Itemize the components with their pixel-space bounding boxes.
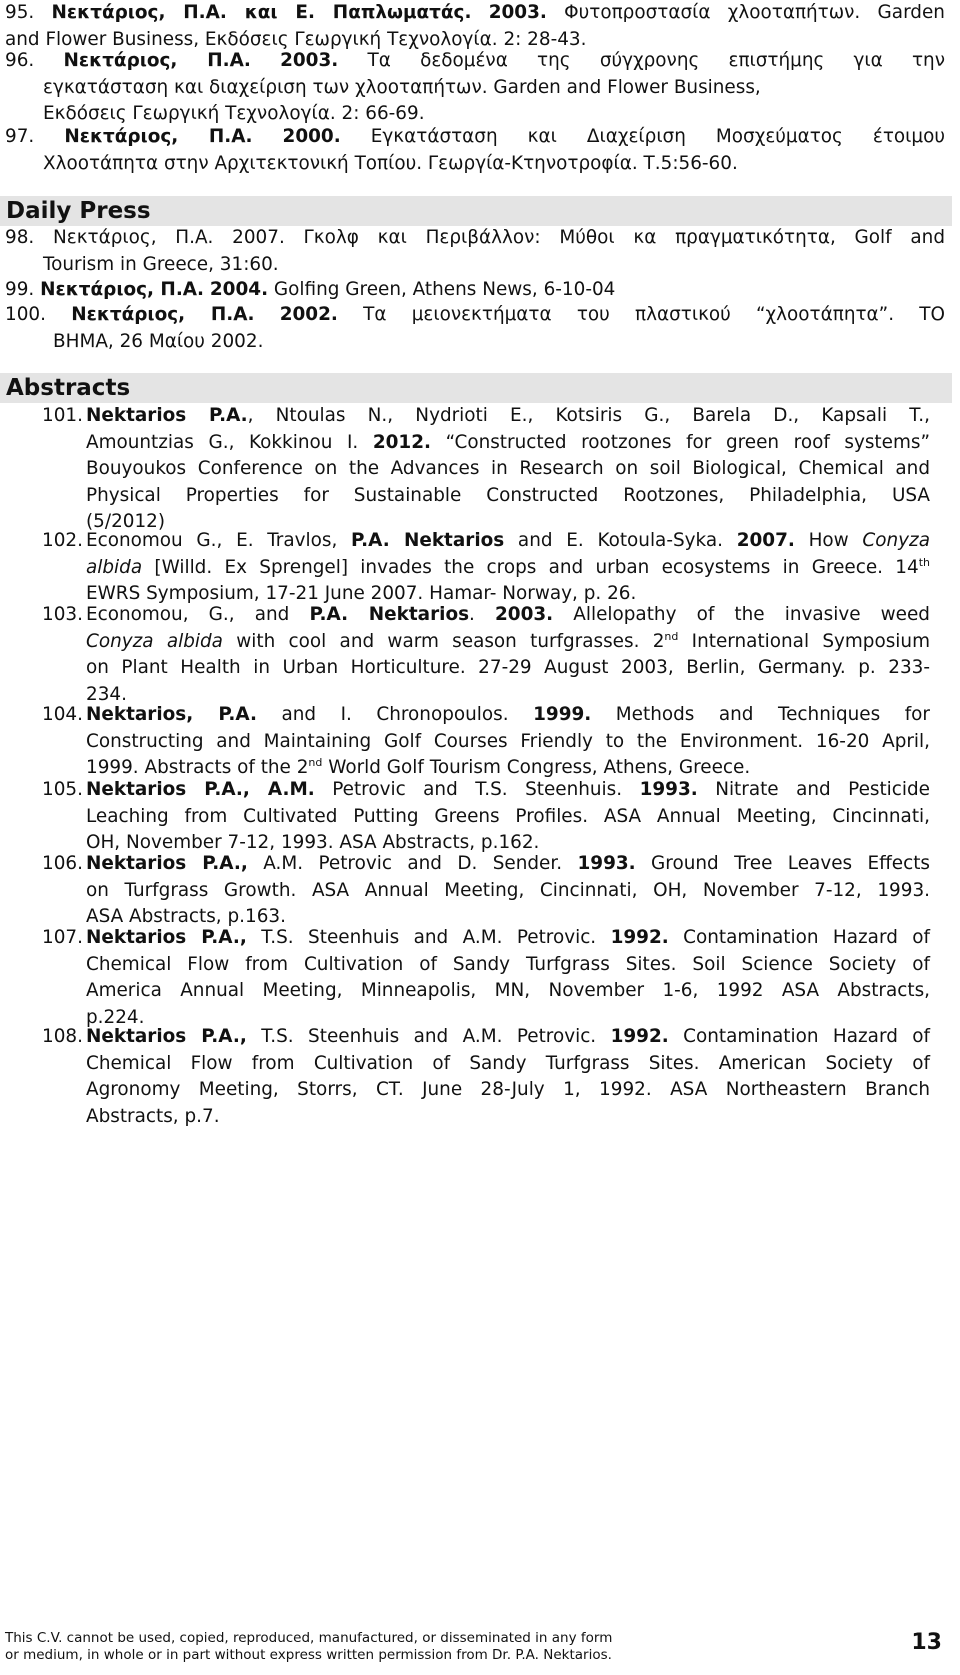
entry-number: 99. (5, 279, 35, 300)
entry-number: 105. (42, 779, 83, 800)
entry-year: 2003. (488, 2, 547, 23)
entry-title: Golfing Green, Athens News, 6-10-04 (273, 279, 616, 300)
entry-line: Abstracts, p.7. (86, 1105, 220, 1127)
entry-title: Contamination Hazard of (668, 927, 930, 948)
entry-year: 2002. (279, 304, 338, 325)
entry-line: Χλοοτάπητα στην Αρχιτεκτονική Τοπίου. Γεωργία-Κτηνοτροφία. Τ.5:56-60. (43, 152, 738, 174)
section-heading-daily-press: Daily Press (0, 196, 952, 226)
entry-99 (5, 277, 945, 304)
entry-number: 108. (42, 1026, 83, 1047)
entry-line (5, 302, 945, 329)
entry-line: Leaching from Cultivated Putting Greens Profiles. ASA Annual Meeting, Cincinnati, (86, 805, 930, 827)
entry-year: 1992. (610, 927, 669, 948)
entry-line: on Turfgrass Growth. ASA Annual Meeting, Cincinnati, OH, November 7-12, 1993. (86, 879, 930, 901)
entry-coauthors: Economou G., E. Travlos, (86, 530, 352, 551)
entry-line: 234. (86, 683, 127, 705)
entry-number: 98. (5, 227, 35, 248)
entry-coauthors: T.S. Steenhuis and A.M. Petrovic. (246, 927, 611, 948)
entry-line: Agronomy Meeting, Storrs, CT. June 28-July 1, 1992. ASA Northeastern Branch (86, 1079, 930, 1100)
entry-authors: Νεκτάριος, Π.Α. και Ε. Παπλωματάς. (51, 2, 472, 23)
entry-year: 2003. (495, 604, 554, 625)
entry-line (86, 777, 930, 804)
entry-text: Νεκτάριος, Π.Α. 2007. Γκολφ και Περιβάλλον: Μύθοι κα πραγματικότητα, Golf and (53, 227, 945, 248)
entry-year: 1993. (639, 779, 698, 800)
entry-102 (42, 528, 930, 608)
entry-coauthors: Petrovic and T.S. Steenhuis. (314, 779, 640, 800)
entry-106 (42, 851, 930, 931)
entry-line (86, 555, 930, 582)
entry-line: Tourism in Greece, 31:60. (43, 253, 279, 275)
entry-98 (5, 225, 945, 278)
entry-line: OH, November 7-12, 1993. ASA Abstracts, p.162. (86, 832, 540, 853)
entry-title: How (794, 530, 863, 551)
entry-title: Nitrate and Pesticide (697, 779, 930, 800)
copyright-footer (5, 1630, 612, 1664)
entry-line (86, 629, 930, 656)
entry-title: Φυτοπροστασία χλοοταπήτων. Garden (564, 2, 945, 23)
entry-line: Chemical Flow from Cultivation of Sandy Turfgrass Sites. Soil Science Society of (86, 953, 930, 975)
entry-line: Physical Properties for Sustainable Constructed Rootzones, Philadelphia, USA (86, 484, 930, 506)
entry-year: 2003. (280, 50, 339, 71)
entry-line: EWRS Symposium, 17-21 June 2007. Hamar- Norway, p. 26. (86, 583, 637, 604)
entry-title: Allelopathy of the invasive weed (553, 604, 930, 625)
entry-authors: Nektarios P.A., (86, 1026, 247, 1047)
species-name: albida (86, 556, 143, 578)
entry-100 (5, 302, 945, 355)
entry-105 (42, 777, 930, 857)
species-name: Conyza (862, 530, 930, 551)
entry-title: Τα δεδομένα της σύγχρονης επιστήμης για την (367, 50, 945, 71)
entry-line: εγκατάσταση και διαχείριση των χλοοταπήτων. Garden and Flower Business, (43, 76, 761, 98)
entry-line: Εκδόσεις Γεωργική Τεχνολογία. 2: 66-69. (43, 103, 425, 124)
entry-title: [Willd. Ex Sprengel] invades the crops and urban ecosystems in Greece. 14 (142, 556, 919, 578)
entry-104 (42, 702, 930, 782)
entry-line (5, 225, 945, 252)
entry-authors: Νεκτάριος, Π.Α. (63, 50, 251, 71)
superscript: nd (308, 755, 323, 769)
entry-coauthors: and E. Kotoula-Syka. (504, 530, 737, 551)
entry-96 (5, 48, 945, 128)
entry-coauthors: . (469, 604, 495, 625)
entry-title: Methods and Techniques for (591, 704, 930, 725)
entry-title: Τα μειονεκτήματα του πλαστικού “χλοοτάπητα”. ΤΟ (363, 304, 945, 325)
entry-103 (42, 602, 930, 708)
entry-number: 101. (42, 405, 83, 426)
superscript: nd (664, 629, 679, 643)
entry-authors: Nektarios P.A. (86, 405, 248, 426)
entry-line: America Annual Meeting, Minneapolis, MN, November 1-6, 1992 ASA Abstracts, (86, 980, 930, 1001)
entry-number: 107. (42, 927, 83, 948)
entry-line (5, 277, 945, 304)
entry-number: 104. (42, 704, 83, 725)
entry-number: 95. (5, 2, 35, 23)
entry-line (5, 0, 945, 27)
entry-107 (42, 925, 930, 1031)
entry-number: 102. (42, 530, 83, 551)
footer-line: This C.V. cannot be used, copied, reproduced, manufactured, or disseminated in any form (5, 1630, 613, 1646)
entry-text: World Golf Tourism Congress, Athens, Greece. (322, 757, 751, 778)
entry-year: 2004. (209, 279, 269, 300)
entry-year: 2000. (282, 126, 341, 147)
section-heading-abstracts: Abstracts (0, 373, 952, 403)
entry-year: 1999. (533, 704, 592, 725)
entry-coauthors: Economou, G., and (86, 604, 310, 625)
entry-line (86, 430, 930, 457)
entry-authors: Nektarios, P.A. (86, 704, 257, 725)
entry-line: and Flower Business, Εκδόσεις Γεωργική Τεχνολογία. 2: 28-43. (5, 28, 587, 50)
entry-number: 100. (5, 304, 46, 325)
entry-line (86, 851, 930, 878)
entry-title: with cool and warm season turfgrasses. 2 (222, 630, 665, 652)
entry-line (5, 48, 945, 75)
entry-97 (5, 124, 945, 177)
species-name: Conyza albida (86, 630, 223, 652)
entry-line: (5/2012) (86, 511, 166, 532)
entry-number: 96. (5, 50, 35, 71)
entry-authors: Nektarios P.A., A.M. (86, 779, 315, 800)
entry-number: 103. (42, 604, 83, 625)
page-number: 13 (911, 1630, 942, 1655)
entry-line (86, 1024, 930, 1051)
entry-year: 1993. (577, 853, 636, 874)
entry-line: ASA Abstracts, p.163. (86, 906, 286, 927)
entry-line: p.224. (86, 1006, 145, 1028)
entry-title: International Symposium (678, 630, 930, 652)
entry-text: 1999. Abstracts of the 2 (86, 757, 309, 778)
entry-year: 1992. (610, 1026, 669, 1047)
entry-coauthors: , Ntoulas N., Nydrioti E., Kotsiris G., Barela D., Kapsali T., (247, 405, 930, 426)
entry-authors: Νεκτάριος, Π.Α. (64, 126, 253, 147)
entry-coauthors: A.M. Petrovic and D. Sender. (247, 853, 578, 874)
entry-line (86, 403, 930, 430)
entry-108 (42, 1024, 930, 1130)
entry-95 (5, 0, 945, 53)
footer-line: or medium, in whole or in part without express written permission from Dr. P.A. Nektarios. (5, 1647, 612, 1663)
entry-coauthors: Amountzias G., Kokkinou I. (86, 431, 373, 453)
entry-title: Εγκατάσταση και Διαχείριση Μοσχεύματος έτοιμου (370, 126, 945, 147)
entry-year: 2007. (736, 530, 795, 551)
entry-line: on Plant Health in Urban Horticulture. 27-29 August 2003, Berlin, Germany. p. 233- (86, 657, 930, 678)
entry-line: ΒΗΜΑ, 26 Μαίου 2002. (53, 330, 264, 352)
entry-line (86, 702, 930, 729)
entry-title: “Constructed rootzones for green roof systems” (431, 431, 930, 453)
entry-authors: P.A. Nektarios (309, 604, 470, 625)
entry-coauthors: T.S. Steenhuis and A.M. Petrovic. (246, 1026, 611, 1047)
entry-coauthors: and I. Chronopoulos. (256, 704, 534, 725)
entry-line (86, 925, 930, 952)
entry-line: Bouyoukos Conference on the Advances in Research on soil Biological, Chemical and (86, 458, 930, 479)
entry-number: 97. (5, 126, 35, 147)
entry-line (5, 124, 945, 151)
entry-title: Ground Tree Leaves Effects (635, 853, 930, 874)
superscript: th (918, 555, 930, 569)
entry-title: Contamination Hazard of (668, 1026, 930, 1047)
entry-line (86, 602, 930, 629)
entry-number: 106. (42, 853, 83, 874)
entry-line (86, 528, 930, 555)
entry-year: 2012. (372, 431, 432, 453)
entry-authors: Nektarios P.A., (86, 927, 247, 948)
entry-authors: P.A. Nektarios (351, 530, 505, 551)
entry-101 (42, 403, 930, 536)
entry-authors: Νεκτάριος, Π.Α. (40, 279, 205, 300)
entry-authors: Νεκτάριος, Π.Α. (71, 304, 255, 325)
entry-authors: Nektarios P.A., (86, 853, 248, 874)
entry-line: Constructing and Maintaining Golf Courses Friendly to the Environment. 16-20 April, (86, 730, 930, 752)
entry-line: Chemical Flow from Cultivation of Sandy Turfgrass Sites. American Society of (86, 1052, 930, 1074)
